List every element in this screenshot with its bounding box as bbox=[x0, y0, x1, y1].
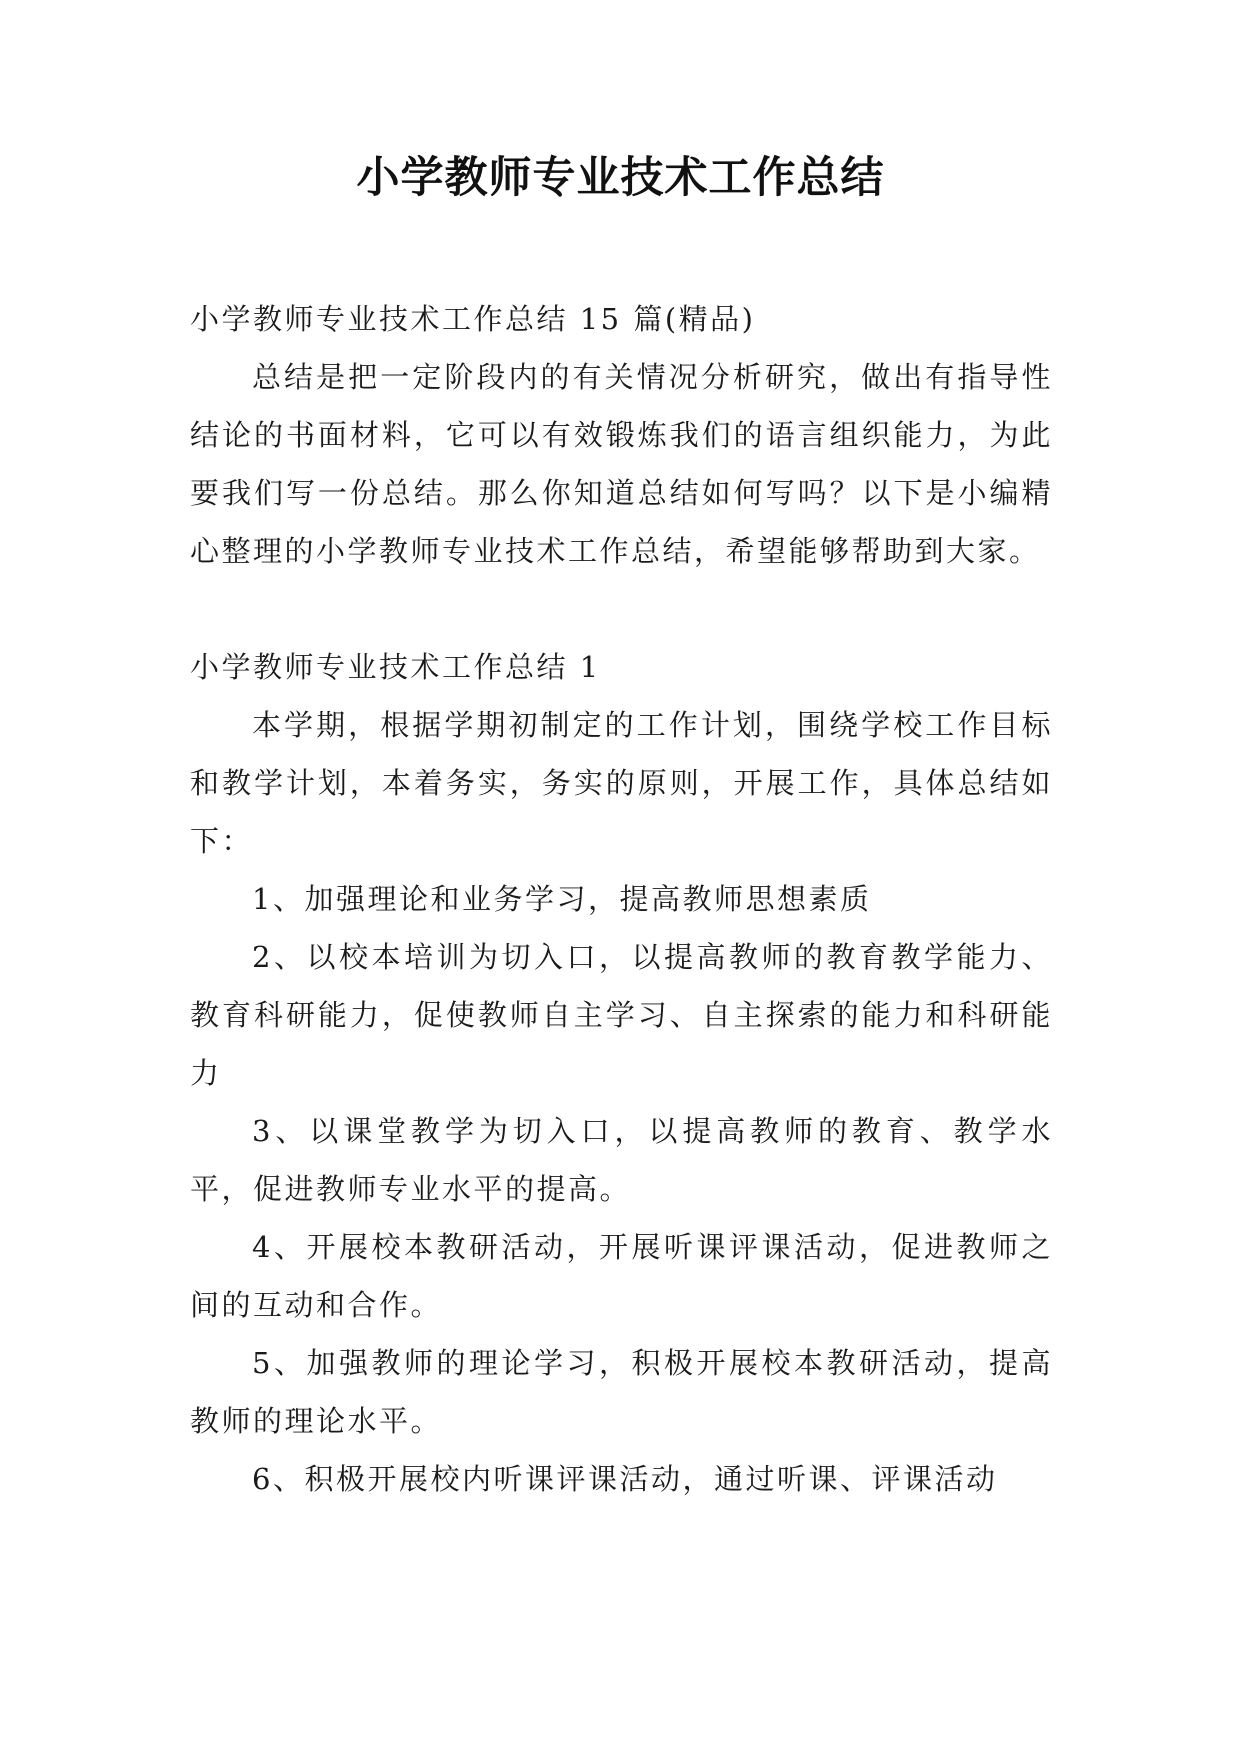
list-item: 1、加强理论和业务学习，提高教师思想素质 bbox=[252, 882, 872, 916]
section-spacer bbox=[190, 580, 1053, 638]
document-body bbox=[190, 290, 1053, 1508]
list-item: 5、加强教师的理论学习，积极开展校本教研活动，提高教师的理论水平。 bbox=[190, 1346, 1053, 1438]
list-item: 6、积极开展校内听课评课活动，通过听课、评课活动 bbox=[252, 1462, 998, 1496]
list-item: 3、以课堂教学为切入口，以提高教师的教育、教学水平，促进教师专业水平的提高。 bbox=[190, 1114, 1053, 1206]
intro-paragraph: 总结是把一定阶段内的有关情况分析研究，做出有指导性结论的书面材料，它可以有效锻炼我们的语言组织能力，为此要我们写一份总结。那么你知道总结如何写吗？以下是小编精心整理的小学教师专业技术工作总结，希望能够帮助到大家。 bbox=[190, 360, 1053, 568]
section-heading: 小学教师专业技术工作总结 1 bbox=[190, 650, 601, 684]
document-subtitle: 小学教师专业技术工作总结 15 篇(精品) bbox=[190, 302, 756, 336]
document-title: 小学教师专业技术工作总结 bbox=[356, 153, 885, 203]
body-paragraph: 本学期，根据学期初制定的工作计划，围绕学校工作目标和教学计划，本着务实，务实的原则，开展工作，具体总结如下： bbox=[190, 708, 1053, 858]
list-item: 2、以校本培训为切入口，以提高教师的教育教学能力、教育科研能力，促使教师自主学习、自主探索的能力和科研能力 bbox=[190, 940, 1053, 1090]
list-item: 4、开展校本教研活动，开展听课评课活动，促进教师之间的互动和合作。 bbox=[190, 1230, 1053, 1322]
